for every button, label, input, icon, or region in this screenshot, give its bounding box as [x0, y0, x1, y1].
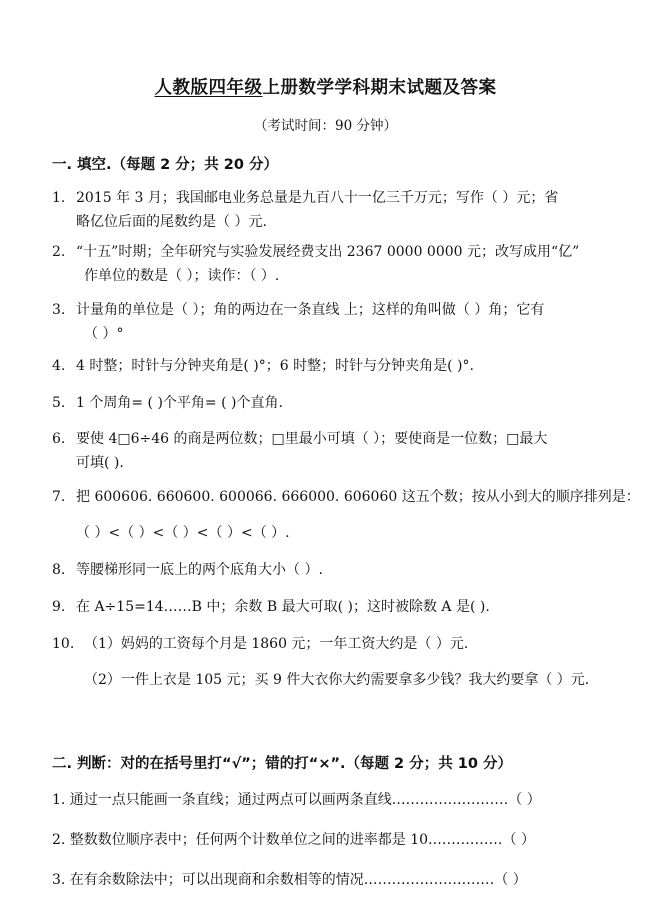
section-judge-heading: 二. 判断：对的在括号里打“√”；错的打“×”.（每题 2 分；共 10 分） — [52, 756, 512, 772]
question-number: 2. — [52, 244, 66, 260]
question-8 — [52, 558, 612, 582]
question-9 — [52, 595, 612, 619]
judge-item-3: 3. 在有余数除法中；可以出现商和余数相等的情况.………………………（ ） — [52, 872, 527, 888]
judge-item-2: 2. 整数数位顺序表中；任何两个计数单位之间的进率都是 10.……………（ ） — [52, 832, 535, 848]
question-number: 6. — [52, 431, 66, 447]
question-1 — [52, 186, 612, 234]
question-text: 4 时整；时针与分钟夹角是( )°；6 时整；时针与分钟夹角是( )°. — [76, 358, 474, 374]
page-title — [0, 74, 651, 99]
question-text: 1 个周角= ( )个平角= ( )个直角. — [76, 395, 283, 411]
question-text: 在 A÷15=14……B 中；余数 B 最大可取( )；这时被除数 A 是( ). — [76, 599, 490, 615]
question-text: （ ）° — [84, 326, 124, 342]
section-fill-in-heading: 一. 填空.（每题 2 分；共 20 分） — [52, 157, 279, 173]
question-number: 5. — [52, 395, 66, 411]
question-text: （1）妈妈的工资每个月是 1860 元；一年工资大约是（ ）元. — [84, 636, 469, 652]
question-4 — [52, 354, 612, 378]
question-number: 10. — [52, 636, 75, 652]
question-text: 作单位的数是（ ）；读作：（ ）. — [84, 268, 280, 284]
question-text: 把 600606. 660600. 600066. 666000. 606060 这五个数；按从小到大的顺序排列是： — [76, 489, 640, 505]
judge-item-1: 1. 通过一点只能画一条直线；通过两点可以画两条直线.……………………（ ） — [52, 792, 541, 808]
question-7 — [52, 485, 640, 545]
question-number: 7. — [52, 489, 66, 505]
question-text: （2）一件上衣是 105 元；买 9 件大衣你大约需要拿多少钱？我大约要拿（ ）元. — [84, 672, 590, 688]
question-number: 9. — [52, 599, 66, 615]
question-text: 要使 4□6÷46 的商是两位数；□里最小可填（ ）；要使商是一位数；□最大 — [76, 431, 548, 447]
question-text: 2015 年 3 月；我国邮电业务总量是九百八十一亿三千万元；写作（ ）元；省 — [76, 190, 559, 206]
question-5 — [52, 391, 612, 415]
question-text: 计量角的单位是（ ）；角的两边在一条直线 上；这样的角叫做（ ）角；它有 — [76, 302, 545, 318]
question-text: （ ）<（ ）<（ ）<（ ）<（ ）. — [76, 525, 290, 541]
question-6 — [52, 427, 612, 475]
question-3 — [52, 298, 612, 346]
question-text: “十五”时期；全年研究与实验发展经费支出 2367 0000 0000 元；改写成用“亿” — [76, 244, 580, 260]
question-number: 4. — [52, 358, 66, 374]
question-text: 可填( ). — [76, 455, 124, 471]
question-text: 略亿位后面的尾数约是（ ）元. — [76, 214, 267, 230]
exam-duration: （考试时间：90 分钟） — [254, 118, 397, 134]
question-number: 1. — [52, 190, 66, 206]
question-2 — [52, 240, 612, 288]
title-underlined: 人教版四年级 — [154, 78, 263, 98]
question-10 — [52, 632, 612, 692]
title-rest: 上册数学学科期末试题及答案 — [262, 78, 497, 98]
question-number: 3. — [52, 302, 66, 318]
question-number: 8. — [52, 562, 66, 578]
question-text: 等腰梯形同一底上的两个底角大小（ ）. — [76, 562, 323, 578]
